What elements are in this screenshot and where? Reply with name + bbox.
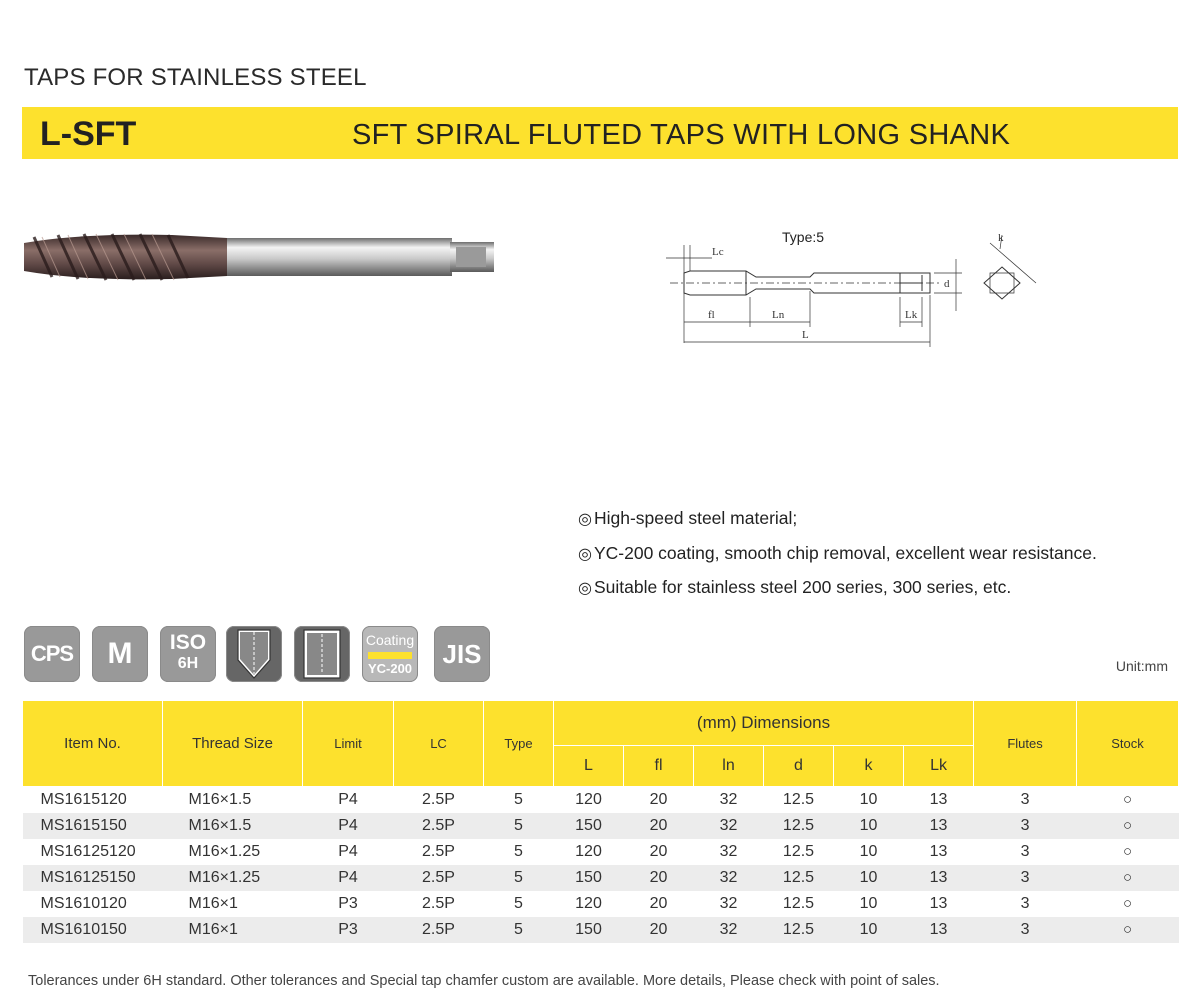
label-l: L [802, 329, 809, 341]
cell-flutes: 3 [1020, 895, 1030, 912]
feature-list [578, 505, 1097, 609]
cell-d: 12.5 [764, 813, 834, 839]
cell-lk: 13 [929, 843, 948, 860]
bullet-icon: ◎ [578, 511, 592, 528]
tap-photo [22, 225, 496, 289]
cell-lk: 13 [929, 895, 948, 912]
cell-stock [1077, 891, 1179, 917]
cell-k: 10 [859, 791, 878, 808]
cell-ln: 32 [719, 895, 738, 912]
cell-ln: 32 [719, 843, 738, 860]
cell-lc: 2.5P [422, 895, 455, 912]
cell-type: 5 [484, 917, 554, 943]
cell-thread: M16×1.25 [163, 865, 303, 891]
cell-flutes: 3 [1020, 791, 1030, 808]
cell-stock [1077, 813, 1179, 839]
col-k: k [834, 746, 904, 787]
cell-flutes: 3 [1020, 843, 1030, 860]
category-heading: TAPS FOR STAINLESS STEEL [24, 64, 367, 91]
cell-limit: P3 [338, 895, 358, 912]
blind-hole-icon [294, 626, 350, 682]
cps-icon: CPS [24, 626, 80, 682]
cell-l: 150 [554, 813, 624, 839]
feature-item: ◎ High-speed steel material; [578, 508, 798, 528]
metric-thread-icon: M [92, 626, 148, 682]
cell-d: 12.5 [764, 917, 834, 943]
cell-item: MS1615150 [23, 813, 163, 839]
technical-drawing [660, 225, 1040, 350]
cell-ln: 32 [719, 791, 738, 808]
cell-lk: 13 [904, 917, 974, 943]
cell-ln: 32 [694, 865, 764, 891]
cell-item: MS1610120 [40, 895, 127, 912]
cell-d: 12.5 [782, 895, 815, 912]
cell-limit: P4 [338, 791, 358, 808]
col-item-no: Item No. [23, 701, 163, 787]
cell-stock [1077, 865, 1179, 891]
label-d: d [944, 278, 950, 290]
col-l: L [554, 746, 624, 787]
table-row [23, 787, 1179, 814]
title-banner [22, 107, 1178, 159]
feature-item: ◎ YC-200 coating, smooth chip removal, excellent wear resistance. [578, 542, 1097, 563]
cell-type: 5 [484, 813, 554, 839]
cell-l: 150 [554, 865, 624, 891]
table-row [23, 813, 1179, 839]
cell-d: 12.5 [782, 843, 815, 860]
cell-lc: 2.5P [394, 865, 484, 891]
cell-item: MS1615120 [40, 791, 127, 808]
cell-thread: M16×1.5 [163, 813, 303, 839]
cell-lc: 2.5P [394, 813, 484, 839]
type-label: Type:5 [782, 229, 825, 245]
stock-circle-icon: ○ [1123, 791, 1133, 808]
label-k: k [998, 232, 1004, 244]
product-title: SFT SPIRAL FLUTED TAPS WITH LONG SHANK [352, 119, 1011, 151]
cell-type: 5 [484, 865, 554, 891]
cell-type: 5 [514, 895, 523, 912]
cell-fl: 20 [649, 895, 668, 912]
col-flutes: Flutes [974, 701, 1077, 787]
table-row [23, 865, 1179, 891]
cell-limit: P3 [303, 917, 394, 943]
col-dimensions: (mm) Dimensions [554, 701, 974, 746]
col-lk: Lk [904, 746, 974, 787]
cell-thread: M16×1.5 [188, 791, 252, 808]
cell-lk: 13 [904, 865, 974, 891]
cell-stock [1077, 839, 1179, 865]
bullet-icon: ◎ [578, 580, 592, 597]
cell-lk: 13 [929, 791, 948, 808]
cell-k: 10 [834, 865, 904, 891]
cell-ln: 32 [694, 917, 764, 943]
cell-lc: 2.5P [422, 791, 455, 808]
cell-k: 10 [859, 843, 878, 860]
cell-l: 120 [575, 791, 602, 808]
col-type: Type [484, 701, 554, 787]
cell-limit: P4 [303, 813, 394, 839]
product-code: L-SFT [40, 115, 137, 153]
stock-circle-icon: ○ [1123, 869, 1133, 886]
cell-fl: 20 [649, 791, 668, 808]
cell-type: 5 [514, 843, 523, 860]
col-lc: LC [394, 701, 484, 787]
stock-circle-icon: ○ [1123, 817, 1133, 834]
cell-fl: 20 [624, 813, 694, 839]
cell-stock [1077, 917, 1179, 943]
cell-d: 12.5 [782, 791, 815, 808]
cell-flutes: 3 [974, 917, 1077, 943]
col-stock: Stock [1077, 701, 1179, 787]
cell-k: 10 [859, 895, 878, 912]
cell-fl: 20 [624, 865, 694, 891]
cell-lk: 13 [904, 813, 974, 839]
cell-lc: 2.5P [422, 843, 455, 860]
col-thread-size: Thread Size [163, 701, 303, 787]
cell-limit: P4 [338, 843, 358, 860]
iso-6h-icon: ISO 6H [160, 626, 216, 682]
footnote: Tolerances under 6H standard. Other tolerances and Special tap chamfer custom are available. More details, Please check with point of sales. [28, 973, 940, 989]
bullet-icon: ◎ [578, 545, 592, 563]
table-row [23, 891, 1179, 917]
coating-yc200-icon: Coating YC-200 [362, 626, 418, 682]
cell-fl: 20 [624, 917, 694, 943]
cell-flutes: 3 [974, 865, 1077, 891]
jis-icon: JIS [434, 626, 490, 682]
cell-l: 120 [575, 843, 602, 860]
table-row [23, 839, 1179, 865]
cell-thread: M16×1.25 [188, 843, 261, 860]
cell-l: 120 [575, 895, 602, 912]
unit-label: Unit:mm [1115, 658, 1168, 674]
label-ln: Ln [772, 309, 785, 321]
cell-item: MS16125120 [40, 843, 136, 860]
cell-d: 12.5 [764, 865, 834, 891]
stock-circle-icon: ○ [1123, 895, 1133, 912]
cell-thread: M16×1 [163, 917, 303, 943]
col-limit: Limit [303, 701, 394, 787]
cell-item: MS1610150 [23, 917, 163, 943]
col-d: d [764, 746, 834, 787]
cell-fl: 20 [649, 843, 668, 860]
cell-k: 10 [834, 813, 904, 839]
table-row [23, 917, 1179, 943]
label-lc: Lc [712, 246, 724, 258]
cell-type: 5 [514, 791, 523, 808]
cell-lc: 2.5P [394, 917, 484, 943]
cell-ln: 32 [694, 813, 764, 839]
cell-stock [1077, 787, 1179, 814]
stock-circle-icon: ○ [1123, 843, 1133, 860]
cell-limit: P4 [303, 865, 394, 891]
feature-item: ◎ Suitable for stainless steel 200 series, 300 series, etc. [578, 577, 1012, 597]
spec-table [22, 700, 1179, 943]
label-fl: fl [708, 309, 715, 321]
cell-item: MS16125150 [23, 865, 163, 891]
cell-flutes: 3 [974, 813, 1077, 839]
cell-l: 150 [554, 917, 624, 943]
cell-thread: M16×1 [188, 895, 238, 912]
cell-k: 10 [834, 917, 904, 943]
col-ln: ln [694, 746, 764, 787]
through-hole-icon [226, 626, 282, 682]
label-lk: Lk [905, 309, 918, 321]
stock-circle-icon: ○ [1123, 921, 1133, 938]
col-fl: fl [624, 746, 694, 787]
